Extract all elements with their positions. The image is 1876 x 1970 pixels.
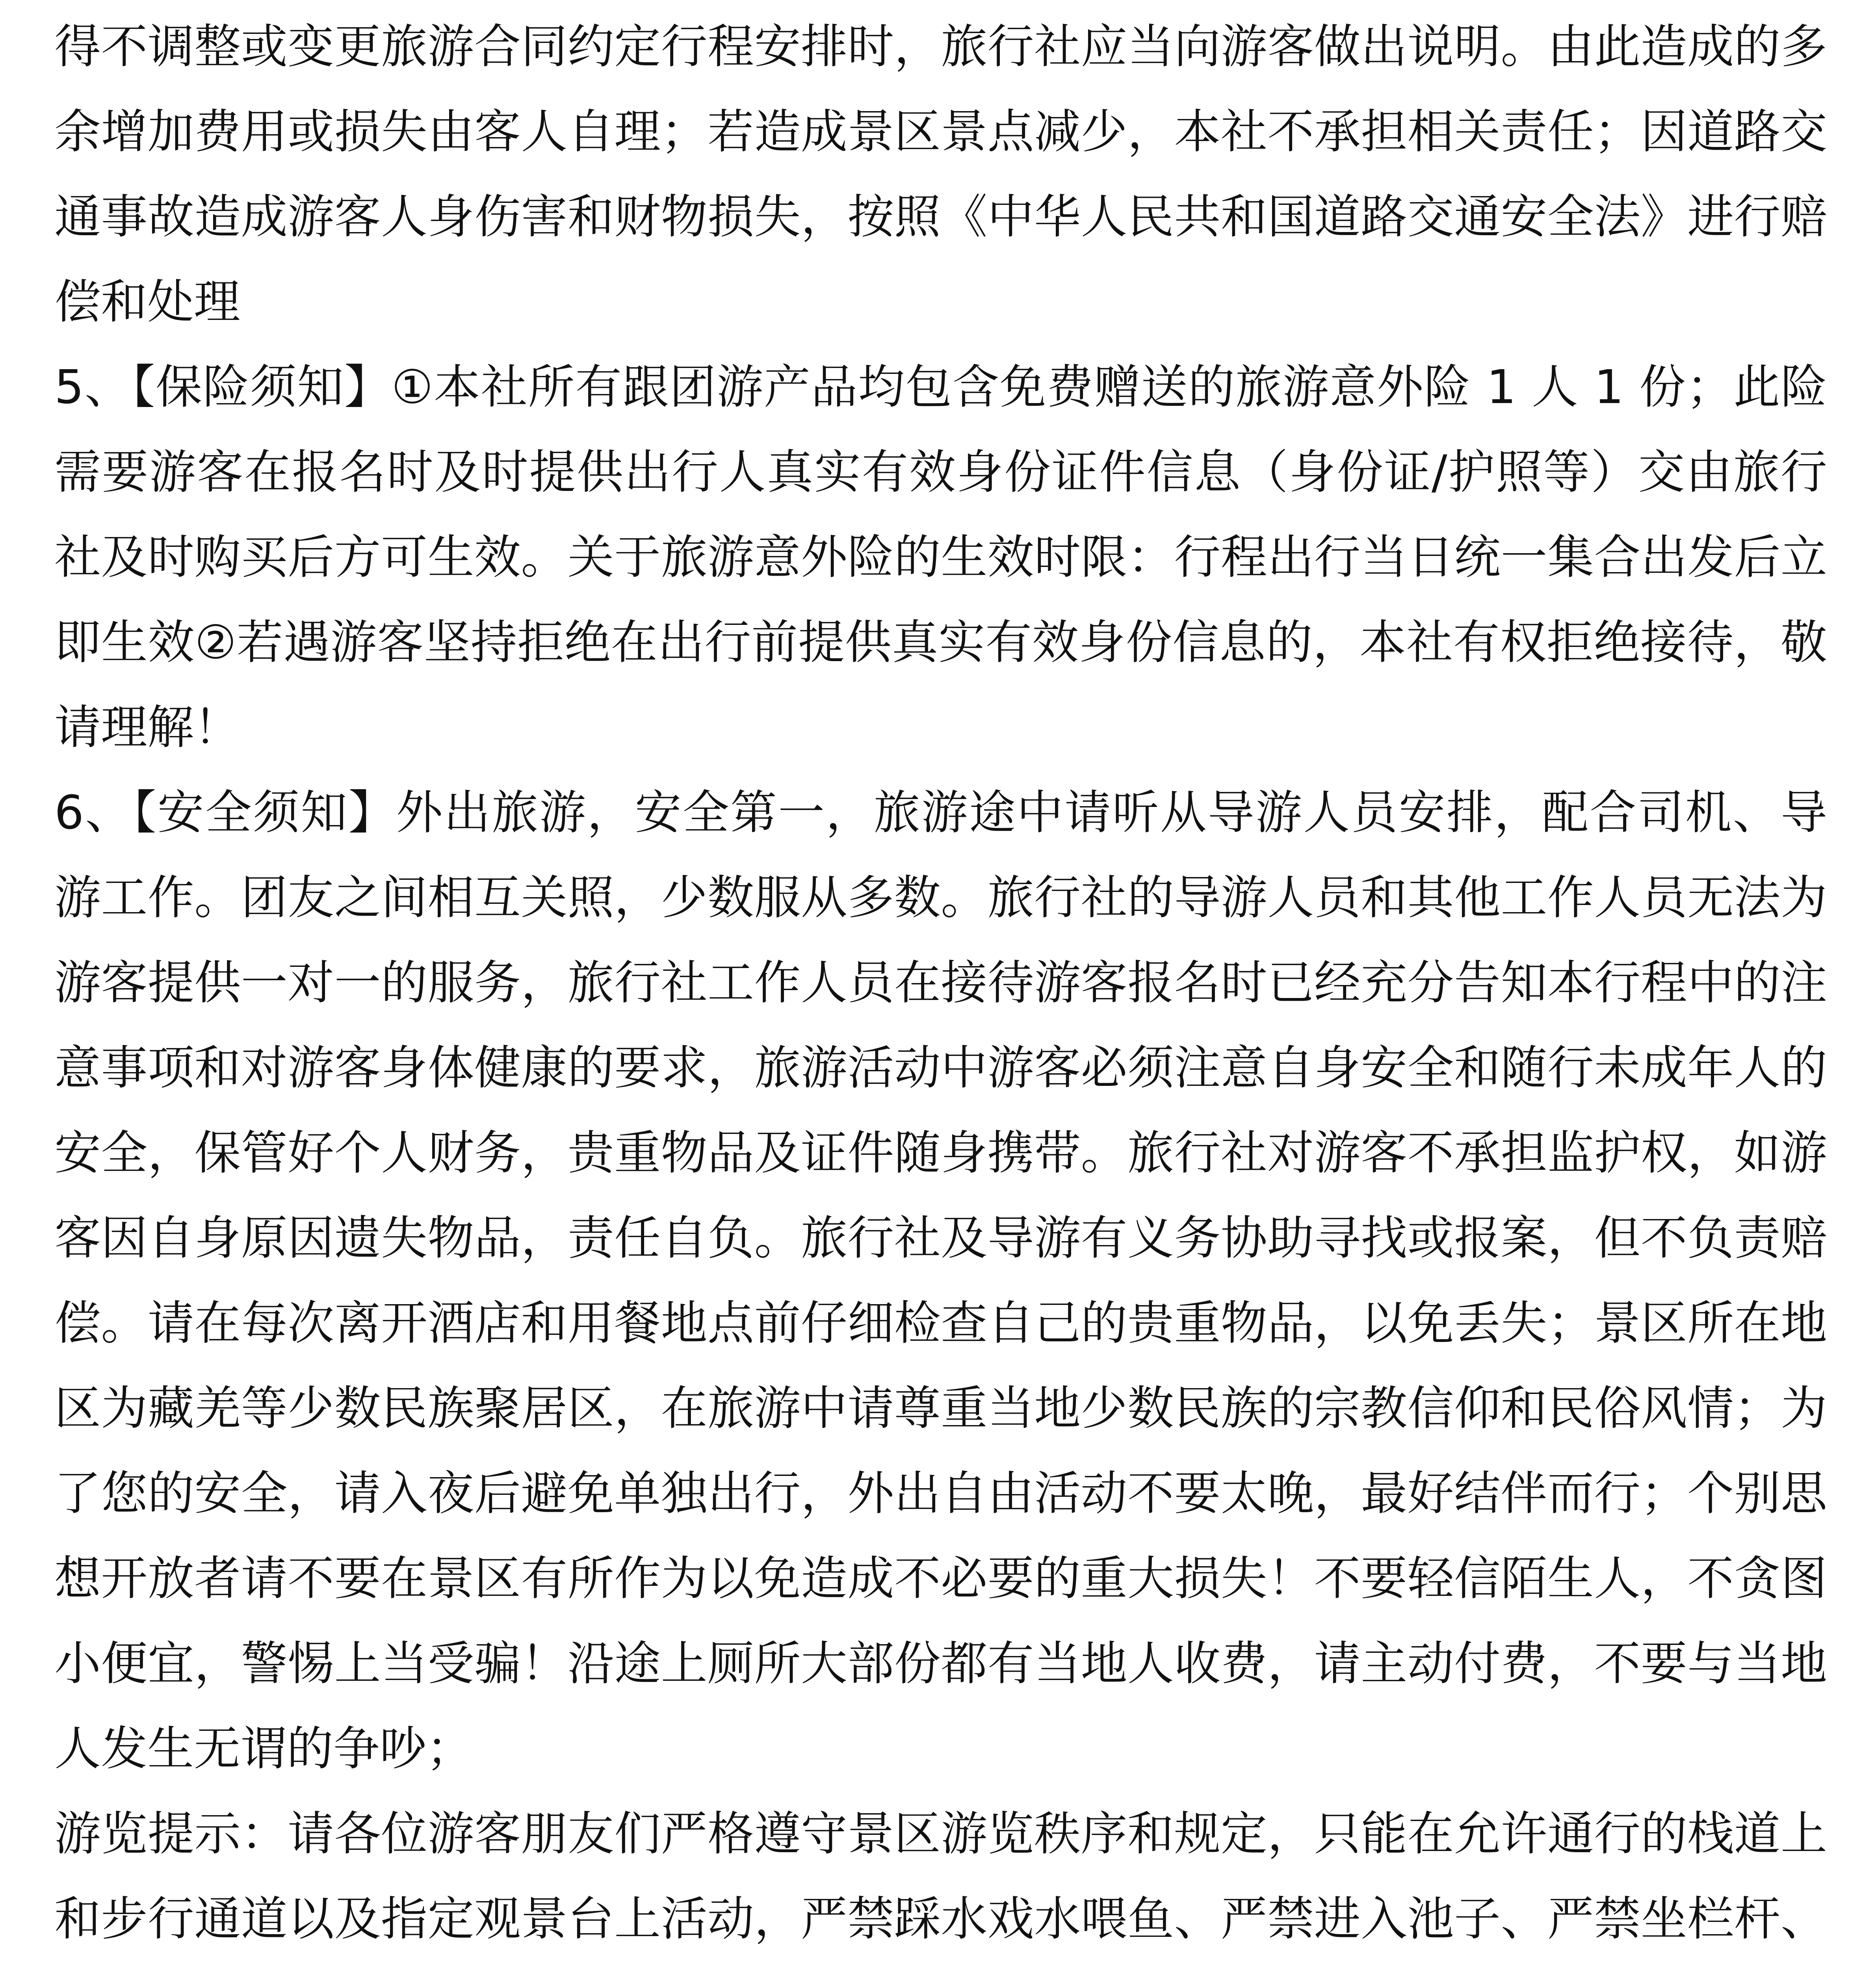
paragraph-safety-notice: 6、【安全须知】外出旅游，安全第一，旅游途中请听从导游人员安排，配合司机、导游工作。团友之间相互关照，少数服从多数。旅行社的导游人员和其他工作人员无法为游客提供一对一的服务，旅行社工作人员在接待游客报名时已经充分告知本行程中的注意事项和对游客身体健康的要求，旅游活动中游客必须注意自身安全和随行未成年人的安全，保管好个人财务，贵重物品及证件随身携带。旅行社对游客不承担监护权，如游客因自身原因遗失物品，责任自负。旅行社及导游有义务协助寻找或报案，但不负责赔偿。请在每次离开酒店和用餐地点前仔细检查自己的贵重物品，以免丢失；景区所在地区为藏羌等少数民族聚居区，在旅游中请尊重当地少数民族的宗教信仰和民俗风情；为了您的安全，请入夜后避免单独出行，外出自由活动不要太晚，最好结伴而行；个别思想开放者请不要在景区有所作为以免造成不必要的重大损失！不要轻信陌生人，不贪图小便宜，警惕上当受骗！沿途上厕所大部份都有当地人收费，请主动付费，不要与当地人发生无谓的争吵； bbox=[54, 785, 1827, 1776]
paragraph-tour-tips: 游览提示：请各位游客朋友们严格遵守景区游览秩序和规定，只能在允许通行的栈道上和步行通道以及指定观景台上活动，严禁踩水戏水喂鱼、严禁进入池子、严禁坐栏杆、 bbox=[54, 1806, 1827, 1946]
document-body bbox=[54, 4, 1827, 1970]
paragraph-continuation: 得不调整或变更旅游合同约定行程安排时，旅行社应当向游客做出说明。由此造成的多余增加费用或损失由客人自理；若造成景区景点减少，本社不承担相关责任；因道路交通事故造成游客人身伤害和财物损失，按照《中华人民共和国道路交通安全法》进行赔偿和处理 bbox=[54, 19, 1827, 329]
paragraph-insurance-notice: 5、【保险须知】①本社所有跟团游产品均包含免费赠送的旅游意外险 1 人 1 份；此险需要游客在报名时及时提供出行人真实有效身份证件信息（身份证/护照等）交由旅行社及时购买后方可生效。关于旅游意外险的生效时限：行程出行当日统一集合出发后立即生效②若遇游客坚持拒绝在出行前提供真实有效身份信息的，本社有权拒绝接待，敬请理解！ bbox=[54, 360, 1827, 755]
